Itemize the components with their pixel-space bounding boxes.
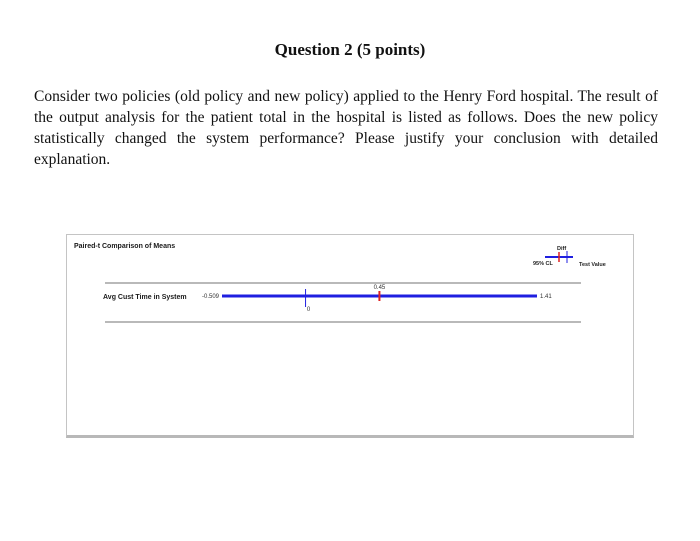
legend-ci-label: 95% CL	[533, 261, 553, 267]
legend-test-value-label: Test Value	[579, 262, 606, 268]
diff-value-label: 0.45	[373, 285, 386, 291]
paired-t-panel	[66, 234, 634, 438]
question-title: Question 2 (5 points)	[274, 40, 426, 59]
panel-title: Paired-t Comparison of Means	[74, 243, 176, 250]
test-value-label: 0	[306, 307, 311, 313]
comparison-plot	[67, 235, 633, 435]
question-text: Consider two policies (old policy and new policy) applied to the Henry Ford hospital. The result of the output analysis for the patient total in the hospital is listed as follows. Does the new policy statistically changed the system performance? Please justify your conclusion with detailed explanation.	[34, 88, 658, 168]
ci-lower-label: -0.509	[201, 294, 219, 300]
ci-upper-label: 1.41	[540, 294, 552, 300]
legend-diff-label: Diff	[557, 246, 567, 252]
row-label: Avg Cust Time in System	[103, 294, 187, 301]
